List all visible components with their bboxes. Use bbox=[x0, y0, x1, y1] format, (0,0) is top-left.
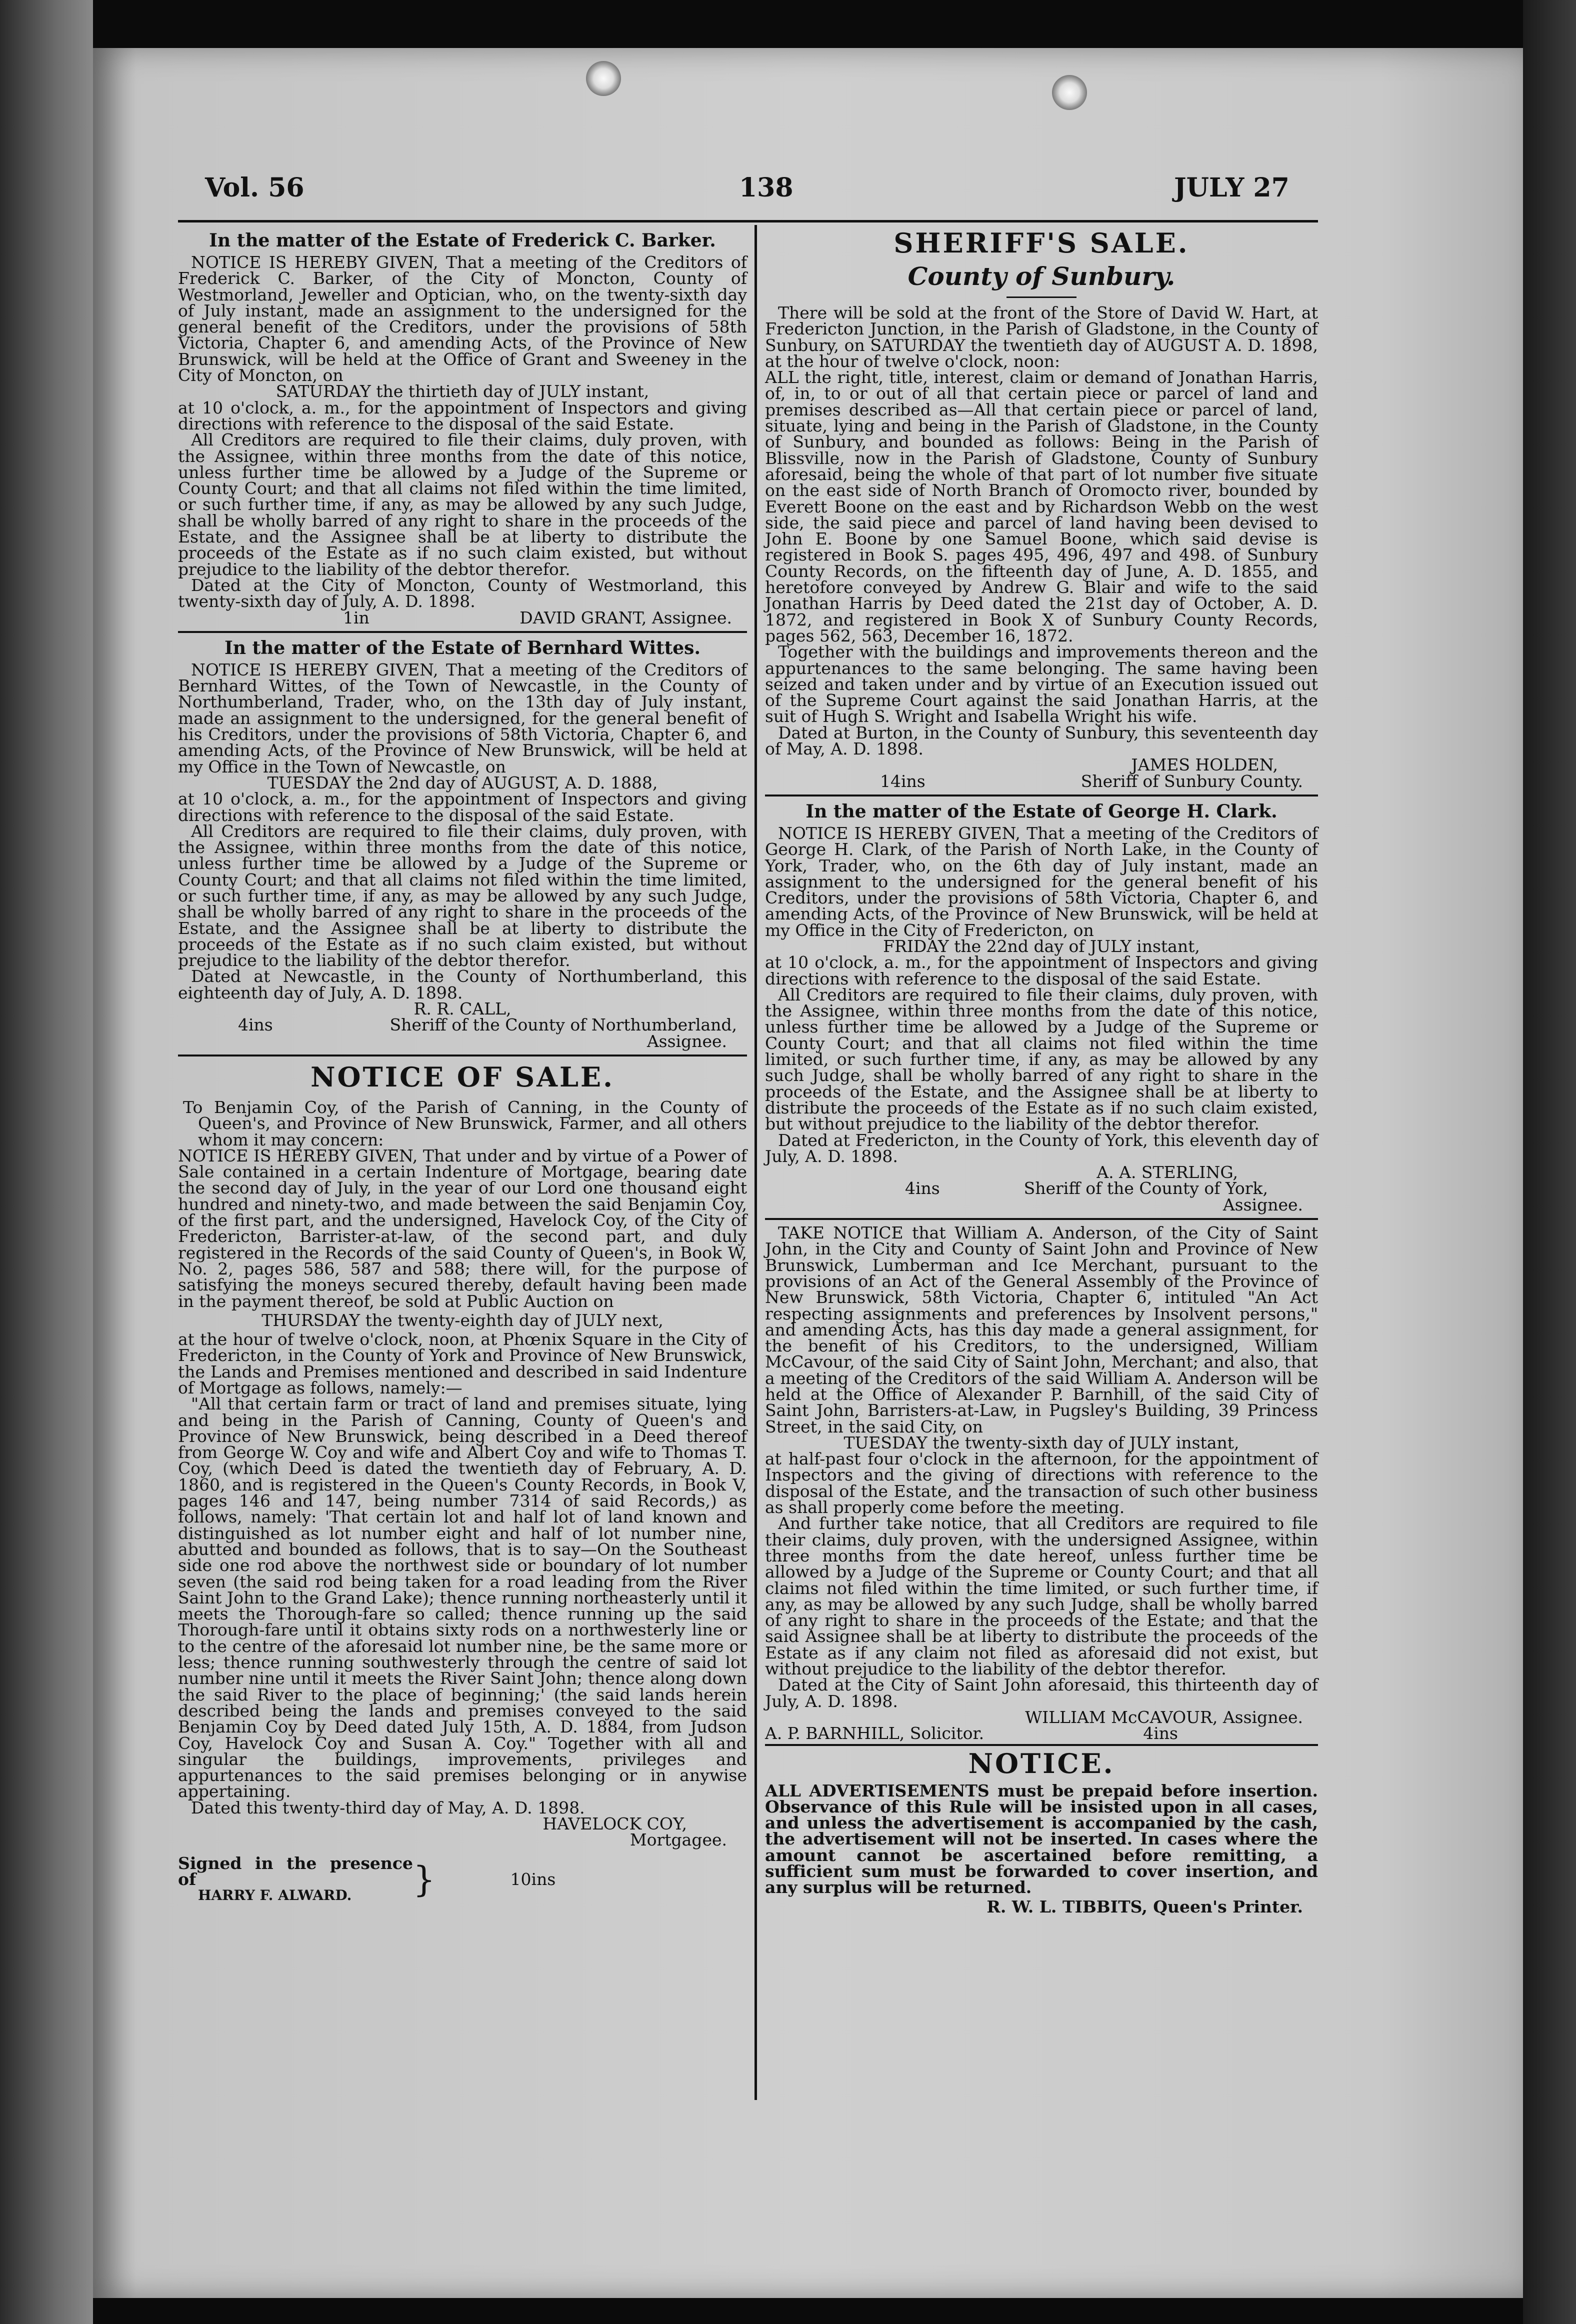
sale-signature-title: Mortgagee. bbox=[630, 1830, 727, 1850]
separator bbox=[178, 1054, 747, 1056]
clark-p4: Dated at Fredericton, in the County of York, this eleventh day of July, A. D. 1898. bbox=[765, 1130, 1318, 1166]
notice-clark bbox=[765, 802, 1318, 1213]
wittes-signature-name: R. R. CALL, bbox=[414, 999, 512, 1019]
volume-number: Vol. 56 bbox=[205, 172, 304, 203]
sale-witness-name: HARRY F. ALWARD. bbox=[198, 1887, 352, 1904]
notice-wittes bbox=[178, 638, 747, 1050]
right-column bbox=[765, 228, 1318, 1915]
barker-p2: at 10 o'clock, a. m., for the appointment of Inspectors and giving directions with reference to the disposal of the said Estate. bbox=[178, 398, 747, 434]
anderson-solicitor: A. P. BARNHILL, Solicitor. bbox=[765, 1724, 984, 1744]
anderson-p3: And further take notice, that all Creditors are required to file their claims, duly proven, with the undersigned Assignee, within three months from the date hereof, unless further time be allowed by a Judge of the Supreme or County Court; and that all claims not filed within the time limited, or such further time, if any, as may be allowed by any such Judge, shall be wholly barred of any right to share in the proceeds of the Estate; and that the said Assignee shall be at liberty to distribute the proceeds of the Estate as if any claim not filed as aforesaid did not exist, but without prejudice to the liability of the debtor therefor. bbox=[765, 1514, 1318, 1679]
clark-signature-title: Sheriff of the County of York, bbox=[1024, 1178, 1268, 1198]
sale-date: THURSDAY the twenty-eighth day of JULY next, bbox=[262, 1310, 664, 1330]
wittes-p3: All Creditors are required to file their claims, duly proven, with the Assignee, within three months from the date of this notice, unless further time be allowed by a Judge of the Supreme or County Court; and that all claims not filed within the time limited, or such further time, if any, as may be allowed by any such Judge, shall be wholly barred of any right to share in the proceeds of the Estate, and the Assignee shall be at liberty to distribute the proceeds of the Estate as if no such claim existed, but without prejudice to the liability of the debtor therefor. bbox=[178, 821, 747, 970]
notice-signature: R. W. L. TIBBITS, Queen's Printer. bbox=[986, 1896, 1303, 1916]
separator bbox=[178, 631, 747, 633]
sale-signature-name: HAVELOCK COY, bbox=[542, 1814, 687, 1834]
wittes-heading: In the matter of the Estate of Bernhard Wittes. bbox=[224, 637, 700, 658]
sheriff-p3: Together with the buildings and improvements thereon and the appurtenances to the same belonging. The same having been seized and taken under and by virtue of an Execution issued out of the Supreme Court against the said Jonathan Harris, at the suit of Hugh S. Wright and Isabella Wright his wife. bbox=[765, 642, 1318, 726]
clark-p2: at 10 o'clock, a. m., for the appointment of Inspectors and giving directions with reference to the disposal of the said Estate. bbox=[765, 952, 1318, 988]
sale-p2: at the hour of twelve o'clock, noon, at Phœnix Square in the City of Fredericton, in the County of York and Province of New Brunswick, the Lands and Premises mentioned and described in said Indenture of Mortgage as follows, namely:— bbox=[178, 1330, 747, 1398]
notice-anderson bbox=[765, 1225, 1318, 1742]
clark-assignee: Assignee. bbox=[1222, 1194, 1303, 1214]
wittes-p2: at 10 o'clock, a. m., for the appointment of Inspectors and giving directions with reference to the disposal of the said Estate. bbox=[178, 789, 747, 825]
barker-p3: All Creditors are required to file their claims, duly proven, with the Assignee, within three months from the date of this notice, unless further time be allowed by a Judge of the Supreme or County Court; and that all claims not filed within the time limited, or such further time, if any, as may be allowed by any such Judge, shall be wholly barred of any right to share in the proceeds of the Estate, and the Assignee shall be at liberty to distribute the proceeds of the Estate as if no such claim existed, but without prejudice to the liability of the debtor therefor. bbox=[178, 430, 747, 579]
barker-date: SATURDAY the thirtieth day of JULY instant, bbox=[276, 382, 650, 402]
page-number: 138 bbox=[739, 172, 794, 203]
clark-signature-name: A. A. STERLING, bbox=[1096, 1162, 1238, 1182]
anderson-ins: 4ins bbox=[1143, 1724, 1178, 1744]
separator bbox=[765, 1744, 1318, 1746]
header-rule bbox=[178, 220, 1318, 222]
sheriff-heading: SHERIFF'S SALE. bbox=[894, 227, 1190, 259]
sheriff-p4: Dated at Burton, in the County of Sunbury, this seventeenth day of May, A. D. 1898. bbox=[765, 722, 1318, 759]
notice-barker bbox=[178, 230, 747, 626]
wittes-ins: 4ins bbox=[238, 1015, 273, 1035]
sheriff-signature-title: Sheriff of Sunbury County. bbox=[1080, 771, 1303, 791]
wittes-p1: NOTICE IS HEREBY GIVEN, That a meeting of the Creditors of Bernhard Wittes, of the Town of Newcastle, in the County of Northumberland, Trader, who, on the 13th day of July instant, made an assignment to the undersigned, for the general benefit of his Creditors, under the provisions of 58th Victoria, Chapter 6, and amending Acts, of the Province of New Brunswick, will be held at my Office in the Town of Newcastle, on bbox=[178, 660, 747, 776]
anderson-signature: WILLIAM McCAVOUR, Assignee. bbox=[1025, 1707, 1303, 1727]
clark-p1: NOTICE IS HEREBY GIVEN, That a meeting of the Creditors of George H. Clark, of the Parish of North Lake, in the County of York, Trader, who, on the 6th day of July instant, made an assignment to the undersigned for the general benefit of his Creditors, under the provisions of 58th Victoria, Chapter 6, and amending Acts, of the Province of New Brunswick, will be held at my Office in the City of Fredericton, on bbox=[765, 823, 1318, 940]
sheriff-p1: There will be sold at the front of the Store of David W. Hart, at Fredericton Junction, in the Parish of Gladstone, in the County of Sunbury, on SATURDAY the twentieth day of AUGUST A. D. 1898, at the hour of twelve o'clock, noon: bbox=[765, 303, 1318, 371]
sale-ins: 10ins bbox=[510, 1869, 556, 1889]
notice-heading: NOTICE. bbox=[968, 1747, 1115, 1780]
anderson-p2: at half-past four o'clock in the afternoon, for the appointment of Inspectors and the giving of directions with reference to the disposal of the Estate, and the transaction of such other business as shall properly come before the meeting. bbox=[765, 1449, 1318, 1518]
sale-heading: NOTICE OF SALE. bbox=[310, 1060, 614, 1093]
column-divider bbox=[754, 225, 757, 2100]
barker-heading: In the matter of the Estate of Frederick C. Barker. bbox=[209, 230, 716, 251]
left-column bbox=[178, 228, 747, 1904]
issue-date: JULY 27 bbox=[1174, 172, 1290, 203]
sheriffs-sale bbox=[765, 228, 1318, 790]
clark-p3: All Creditors are required to file their claims, duly proven, with the Assignee, within three months from the date of this notice, unless further time be allowed by a Judge of the Supreme or County Court; and that all claims not filed within the time limited, or such further time, if any, as may be allowed by any such Judge, shall be wholly barred of any right to share in the proceeds of the Estate, and the Assignee shall be at liberty to distribute the proceeds of the Estate as if no such claim existed, but without prejudice to the liability of the debtor therefor. bbox=[765, 984, 1318, 1134]
barker-p1: NOTICE IS HEREBY GIVEN, That a meeting of the Creditors of Frederick C. Barker, of the City of Moncton, County of Westmorland, Jeweller and Optician, who, on the twenty-sixth day of July instant, made an assignment to the undersigned for the general benefit of the Creditors, under the provisions of 58th Victoria, Chapter 6, and amending Acts, of the Province of New Brunswick, will be held at the Office of Grant and Sweeney in the City of Moncton, on bbox=[178, 252, 747, 386]
anderson-p1: TAKE NOTICE that William A. Anderson, of the City of Saint John, in the City and County of Saint John and Province of New Brunswick, Lumberman and Ice Merchant, pursuant to the provisions of an Act of the General Assembly of the Province of New Brunswick, 58th Victoria, Chapter 6, intituled "An Act respecting assignments and preferences by Insolvent persons," and amending Acts, has this day made a general assignment, for the benefit of his Creditors, to the undersigned, William McCavour, of the said City of Saint John, Merchant; and also, that a meeting of the Creditors of the said William A. Anderson will be held at the Office of Alexander P. Barnhill, of the said City of Saint John, Barristers-at-Law, in Pugsley's Building, 39 Princess Street, in the said City, on bbox=[765, 1223, 1318, 1436]
barker-ins: 1in bbox=[343, 608, 370, 628]
sheriff-county: County of Sunbury. bbox=[908, 262, 1176, 291]
anderson-p4: Dated at the City of Saint John aforesaid, this thirteenth day of July, A. D. 1898. bbox=[765, 1675, 1318, 1711]
wittes-p4: Dated at Newcastle, in the County of Northumberland, this eighteenth day of July, A. D. 1898. bbox=[178, 966, 747, 1002]
wittes-assignee: Assignee. bbox=[646, 1031, 727, 1051]
notice-body: ALL ADVERTISEMENTS must be prepaid before insertion. Observance of this Rule will be insisted upon in all cases, and unless the advertisement is accompanied by the cash, the advertisement will not be inserted. In cases where the amount cannot be ascertained before remitting, a sufficient sum must be forwarded to cover insertion, and any surplus will be returned. bbox=[765, 1780, 1318, 1898]
barker-signature: DAVID GRANT, Assignee. bbox=[520, 608, 732, 628]
short-rule bbox=[1006, 296, 1076, 298]
sale-p3: "All that certain farm or tract of land and premises situate, lying and being in the Parish of Canning, County of Queen's and Province of New Brunswick, being described in a Deed thereof from George W. Coy and wife and Albert Coy and wife to Thomas T. Coy, (which Deed is dated the twentieth day of February, A. D. 1860, and is registered in the Queen's County Records, in Book V, pages 146 and 147, being number 7314 of said Records,) as follows, namely: 'That certain lot and half lot of land known and distinguished as lot number eight and half of lot number nine, abutted and bounded as follows, that is to say—On the Southeast side one rod above the northwest side or boundary of lot number seven (the said rod being taken for a road leading from the River Saint John to the Grand Lake); thence running northeasterly until it meets the Thorough-fare so called; thence running up the said Thorough-fare until it obtains sixty rods on a northwesterly line or to the centre of the aforesaid lot number nine, be the same more or less; thence running southwesterly through the centre of said lot number nine until it meets the River Saint John; thence along down the said River to the place of beginning;' (the said lands herein described being the lands and premises conveyed to the said Benjamin Coy by Deed dated July 15th, A. D. 1884, from Judson Coy, Havelock Coy and Susan A. Coy." Together with all and singular the buildings, improvements, privileges and appurtenances to the said premises belonging or in anywise appertaining. bbox=[178, 1394, 747, 1802]
clark-date: FRIDAY the 22nd day of JULY instant, bbox=[883, 936, 1200, 956]
wittes-date: TUESDAY the 2nd day of AUGUST, A. D. 1888, bbox=[267, 772, 658, 792]
binding-hole-right bbox=[1052, 75, 1087, 110]
notice-of-sale bbox=[178, 1062, 747, 1904]
anderson-date: TUESDAY the twenty-sixth day of JULY instant, bbox=[844, 1432, 1240, 1452]
barker-p4: Dated at the City of Moncton, County of Westmorland, this twenty-sixth day of July, A. D. 1898. bbox=[178, 575, 747, 612]
sheriff-signature-name: JAMES HOLDEN, bbox=[1131, 755, 1278, 775]
scan-border bbox=[1523, 0, 1576, 2324]
facing-page-edge bbox=[0, 0, 93, 2324]
sale-p1: NOTICE IS HEREBY GIVEN, That under and by virtue of a Power of Sale contained in a certain Indenture of Mortgage, bearing date the second day of July, in the year of our Lord one thousand eight hundred and ninety-two, and made between the said Benjamin Coy, of the first part, and the undersigned, Havelock Coy, of the City of Fredericton, Barrister-at-law, of the second part, and duly registered in the Records of the said County of Queen's, in Book W, No. 2, pages 586, 587 and 588; there will, for the purpose of satisfying the moneys secured thereby, default having been made in the payment thereof, be sold at Public Auction on bbox=[178, 1146, 747, 1311]
separator bbox=[765, 794, 1318, 796]
clark-ins: 4ins bbox=[905, 1178, 940, 1198]
binding-hole-left bbox=[586, 61, 621, 96]
sale-witness-line: Signed in the presence of bbox=[178, 1853, 413, 1889]
separator bbox=[765, 1218, 1318, 1220]
brace-glyph: } bbox=[413, 1859, 436, 1900]
sale-addressee: To Benjamin Coy, of the Parish of Canning, in the County of Queen's, and Province of New Brunswick, Farmer, and all others whom it may concern: bbox=[183, 1097, 747, 1150]
sheriff-p2: ALL the right, title, interest, claim or demand of Jonathan Harris, of, in, to or out of all that certain piece or parcel of land and premises described as—All that certain piece or parcel of land, situate, lying and being in the Parish of Gladstone, in the County of Sunbury, and bounded as follows: Being in the Parish of Blissville, now in the Parish of Gladstone, County of Sunbury aforesaid, being the whole of that part of lot number five situate on the east side of North Branch of Oromocto river, bounded by Everett Boone on the east and by Richardson Webb on the west side, the said piece and parcel of land having been devised to John E. Boone by one Samuel Boone, which said devise is registered in Book S. pages 495, 496, 497 and 498. of Sunbury County Records, on the fifteenth day of June, A. D. 1855, and heretofore conveyed by Andrew G. Blair and wife to the said Jonathan Harris by Deed dated the 21st day of October, A. D. 1872, and registered in Book X of Sunbury County Records, pages 562, 563, December 16, 1872. bbox=[765, 368, 1318, 646]
wittes-signature-title: Sheriff of the County of Northumberland, bbox=[390, 1015, 737, 1035]
clark-heading: In the matter of the Estate of George H. Clark. bbox=[806, 800, 1278, 822]
notice-advertisements bbox=[765, 1748, 1318, 1915]
sale-p4: Dated this twenty-third day of May, A. D. 1898. bbox=[191, 1798, 585, 1818]
sheriff-ins: 14ins bbox=[880, 771, 926, 791]
